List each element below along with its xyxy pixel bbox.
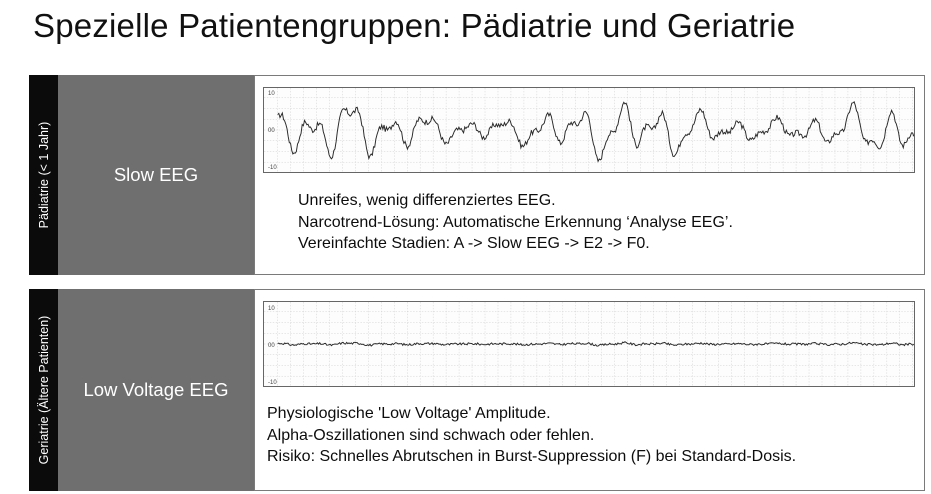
panel-paediatrie: [29, 75, 925, 275]
description-line: Alpha-Oszillationen sind schwach oder fehlen.: [267, 426, 595, 444]
category-label-box: [58, 75, 254, 275]
category-label: Low Voltage EEG: [83, 379, 229, 400]
sidebar-paediatrie: [29, 75, 58, 275]
description-line: Unreifes, wenig differenziertes EEG.: [298, 192, 556, 209]
eeg-waveform-line: [278, 102, 914, 161]
tick-label-bottom: -10: [268, 380, 277, 386]
sidebar-label: Geriatrie (Ältere Patienten): [36, 315, 51, 465]
description-line: Vereinfachte Stadien: A -> Slow EEG -> E2 -> F0.: [298, 235, 650, 252]
eeg-waveform-chart: [264, 302, 914, 386]
description-line: Narcotrend-Lösung: Automatische Erkennung ‘Analyse EEG’.: [298, 213, 733, 231]
sidebar-geriatrie: [29, 289, 58, 491]
panel-content: [254, 75, 925, 275]
description-line: Physiologische 'Low Voltage' Amplitude.: [267, 405, 551, 422]
panel-content: [254, 289, 925, 491]
category-label-box: [58, 289, 254, 491]
eeg-trace-low-voltage: [263, 301, 915, 387]
eeg-waveform-chart: [264, 88, 914, 172]
tick-label-mid: 00: [268, 128, 275, 134]
page-title: Spezielle Patientengruppen: Pädiatrie und Geriatrie: [33, 7, 796, 44]
tick-label-top: 10: [268, 91, 275, 97]
tick-label-top: 10: [268, 306, 275, 312]
sidebar-label: Pädiatrie (< 1 Jahr): [36, 121, 51, 229]
description: [298, 190, 733, 255]
panel-geriatrie: [29, 289, 925, 491]
tick-label-bottom: -10: [268, 165, 277, 171]
eeg-trace-slow: [263, 87, 915, 173]
category-label: Slow EEG: [113, 164, 199, 185]
description: [267, 403, 796, 468]
tick-label-mid: 00: [268, 343, 275, 349]
description-line: Risiko: Schnelles Abrutschen in Burst-Suppression (F) bei Standard-Dosis.: [267, 448, 797, 465]
